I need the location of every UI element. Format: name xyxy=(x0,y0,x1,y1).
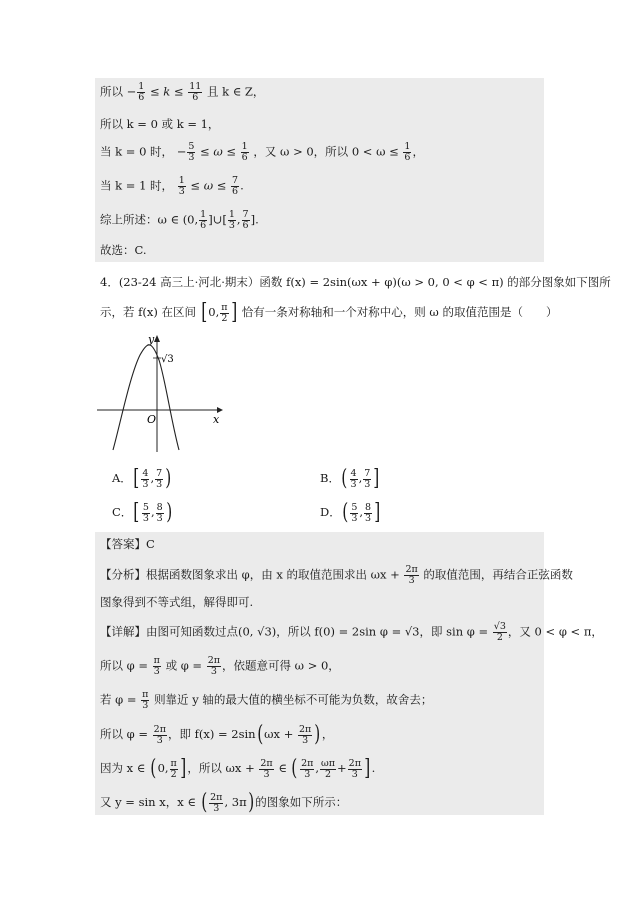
fraction: $\frac{\pi}{2}$ xyxy=(221,301,228,324)
analysis-line-2: 图象得到不等式组，解得即可. xyxy=(100,595,254,609)
prev-line-4: 当 k = 1 时， $\frac{1}{3}$ ≤ ω ≤ $\frac{7}{6}$ . xyxy=(100,175,244,197)
fraction: $\frac{\pi}{2}$ xyxy=(170,757,177,780)
detail-line-6: 又 y = sin x，x ∈ ( $\frac{2\pi}{3}$ , 3π)的图象如下所示： xyxy=(100,790,348,815)
answer-line: 【答案】C xyxy=(100,537,155,551)
previous-solution-panel xyxy=(95,78,544,262)
fraction: $\frac{√3}{2}$ xyxy=(493,621,506,643)
prev-line-6: 故选：C. xyxy=(100,243,147,257)
fraction: $\frac{1}{6}$ xyxy=(241,141,248,163)
prev-line-2: 所以 k = 0 或 k = 1， xyxy=(100,117,220,131)
y-axis-arrow xyxy=(154,335,160,342)
fraction: $\frac{2\pi}{3}$ xyxy=(210,791,223,814)
prev-line-1: 所以 − $\frac{1}{6}$ ≤ k ≤ $\frac{11}{6}$ 且 k ∈ Z， xyxy=(100,81,265,103)
fraction: $\frac{7}{3}$ xyxy=(156,467,163,490)
fraction: $\frac{11}{6}$ xyxy=(189,81,202,103)
fraction: $\frac{2\pi}{3}$ xyxy=(207,655,221,677)
function-graph xyxy=(95,330,225,455)
option-b[interactable]: B．( $\frac{4}{3}$ , $\frac{7}{3}$ ] xyxy=(320,466,380,491)
fraction: $\frac{5}{3}$ xyxy=(351,501,358,524)
fraction: $\frac{\pi}{3}$ xyxy=(142,689,149,711)
fraction: $\frac{8}{3}$ xyxy=(156,501,163,524)
question-line-1: 4．(23-24 高三上·河北·期末）函数 f(x) = 2sin(ωx + φ)(ω > 0, 0 < φ < π) 的部分图象如下图所 xyxy=(100,275,611,289)
x-axis-label: x xyxy=(213,413,220,426)
fraction: $\frac{5}{3}$ xyxy=(142,501,149,524)
fraction: $\frac{7}{3}$ xyxy=(364,467,371,490)
detail-line-5: 因为 x ∈ (0, $\frac{\pi}{2}$ ]，所以 ωx + $\frac{2\pi}{3}$ ∈ ( $\frac{2\pi}{3}$ , $\frac{\omega\pi}{2}$ + $\frac{2\pi}{3}$ ]. xyxy=(100,756,376,781)
prev-line-3: 当 k = 0 时， − $\frac{5}{3}$ ≤ ω ≤ $\frac{1}{6}$ ，又 ω > 0，所以 0 < ω ≤ $\frac{1}{6}$ ， xyxy=(100,141,424,163)
option-d[interactable]: D．( $\frac{5}{3}$ , $\frac{8}{3}$ ] xyxy=(320,500,381,525)
fraction: $\frac{2\pi}{3}$ xyxy=(405,564,418,586)
fraction: $\frac{1}{3}$ xyxy=(178,175,185,197)
detail-line-2: 所以 φ = $\frac{\pi}{3}$ 或 φ = $\frac{2\pi}{3}$ ，依题意可得 ω > 0， xyxy=(100,655,340,677)
analysis-line-1: 【分析】根据函数图象求出 φ，由 x 的取值范围求出 ωx + $\frac{2\pi}{3}$ 的取值范围，再结合正弦函数 xyxy=(100,564,573,586)
fraction: $\frac{2\pi}{3}$ xyxy=(260,757,273,780)
fraction: $\frac{4}{3}$ xyxy=(142,467,149,490)
fraction: $\frac{2\pi}{3}$ xyxy=(153,723,166,746)
fraction: $\frac{4}{3}$ xyxy=(350,467,357,490)
fraction: $\frac{8}{3}$ xyxy=(365,501,372,524)
option-a[interactable]: A．[ $\frac{4}{3}$ , $\frac{7}{3}$ ) xyxy=(112,466,172,491)
fraction: $\frac{\omega\pi}{2}$ xyxy=(321,757,336,780)
origin-label: O xyxy=(147,413,157,426)
fraction: $\frac{5}{3}$ xyxy=(188,141,195,163)
fraction: $\frac{1}{6}$ xyxy=(138,81,145,103)
fraction: $\frac{2\pi}{3}$ xyxy=(298,723,312,746)
fraction: $\frac{\pi}{3}$ xyxy=(153,655,160,677)
question-line-2: 示，若 f(x) 在区间 [0, $\frac{\pi}{2}$ ] 恰有一条对称轴和一个对称中心，则 ω 的取值范围是（ ） xyxy=(100,300,558,325)
fraction: $\frac{1}{6}$ xyxy=(200,209,207,231)
detail-line-4: 所以 φ = $\frac{2\pi}{3}$ ，即 f(x) = 2sin(ωx + $\frac{2\pi}{3}$ )， xyxy=(100,722,334,747)
fraction: $\frac{2\pi}{3}$ xyxy=(301,757,314,780)
fraction: $\frac{7}{6}$ xyxy=(232,175,239,197)
prev-line-5: 综上所述：ω ∈ (0, $\frac{1}{6}$ ]∪[ $\frac{1}{3}$ , $\frac{7}{6}$ ]. xyxy=(100,209,259,231)
detail-line-1: 【详解】由图可知函数过点(0, √3)，所以 f(0) = 2sin φ = √3，即 sin φ = $\frac{√3}{2}$ ，又 0 < φ < π， xyxy=(100,621,603,643)
fraction: $\frac{7}{6}$ xyxy=(242,209,249,231)
fraction: $\frac{1}{6}$ xyxy=(404,141,411,163)
sqrt3-label: √3 xyxy=(161,354,174,365)
option-c[interactable]: C．[ $\frac{5}{3}$ , $\frac{8}{3}$ ) xyxy=(112,500,172,525)
fraction: $\frac{2\pi}{3}$ xyxy=(348,757,361,780)
y-axis-label: y xyxy=(148,333,155,346)
detail-line-3: 若 φ = $\frac{\pi}{3}$ 则靠近 y 轴的最大值的横坐标不可能为负数，故舍去； xyxy=(100,689,433,711)
fraction: $\frac{1}{3}$ xyxy=(228,209,235,231)
